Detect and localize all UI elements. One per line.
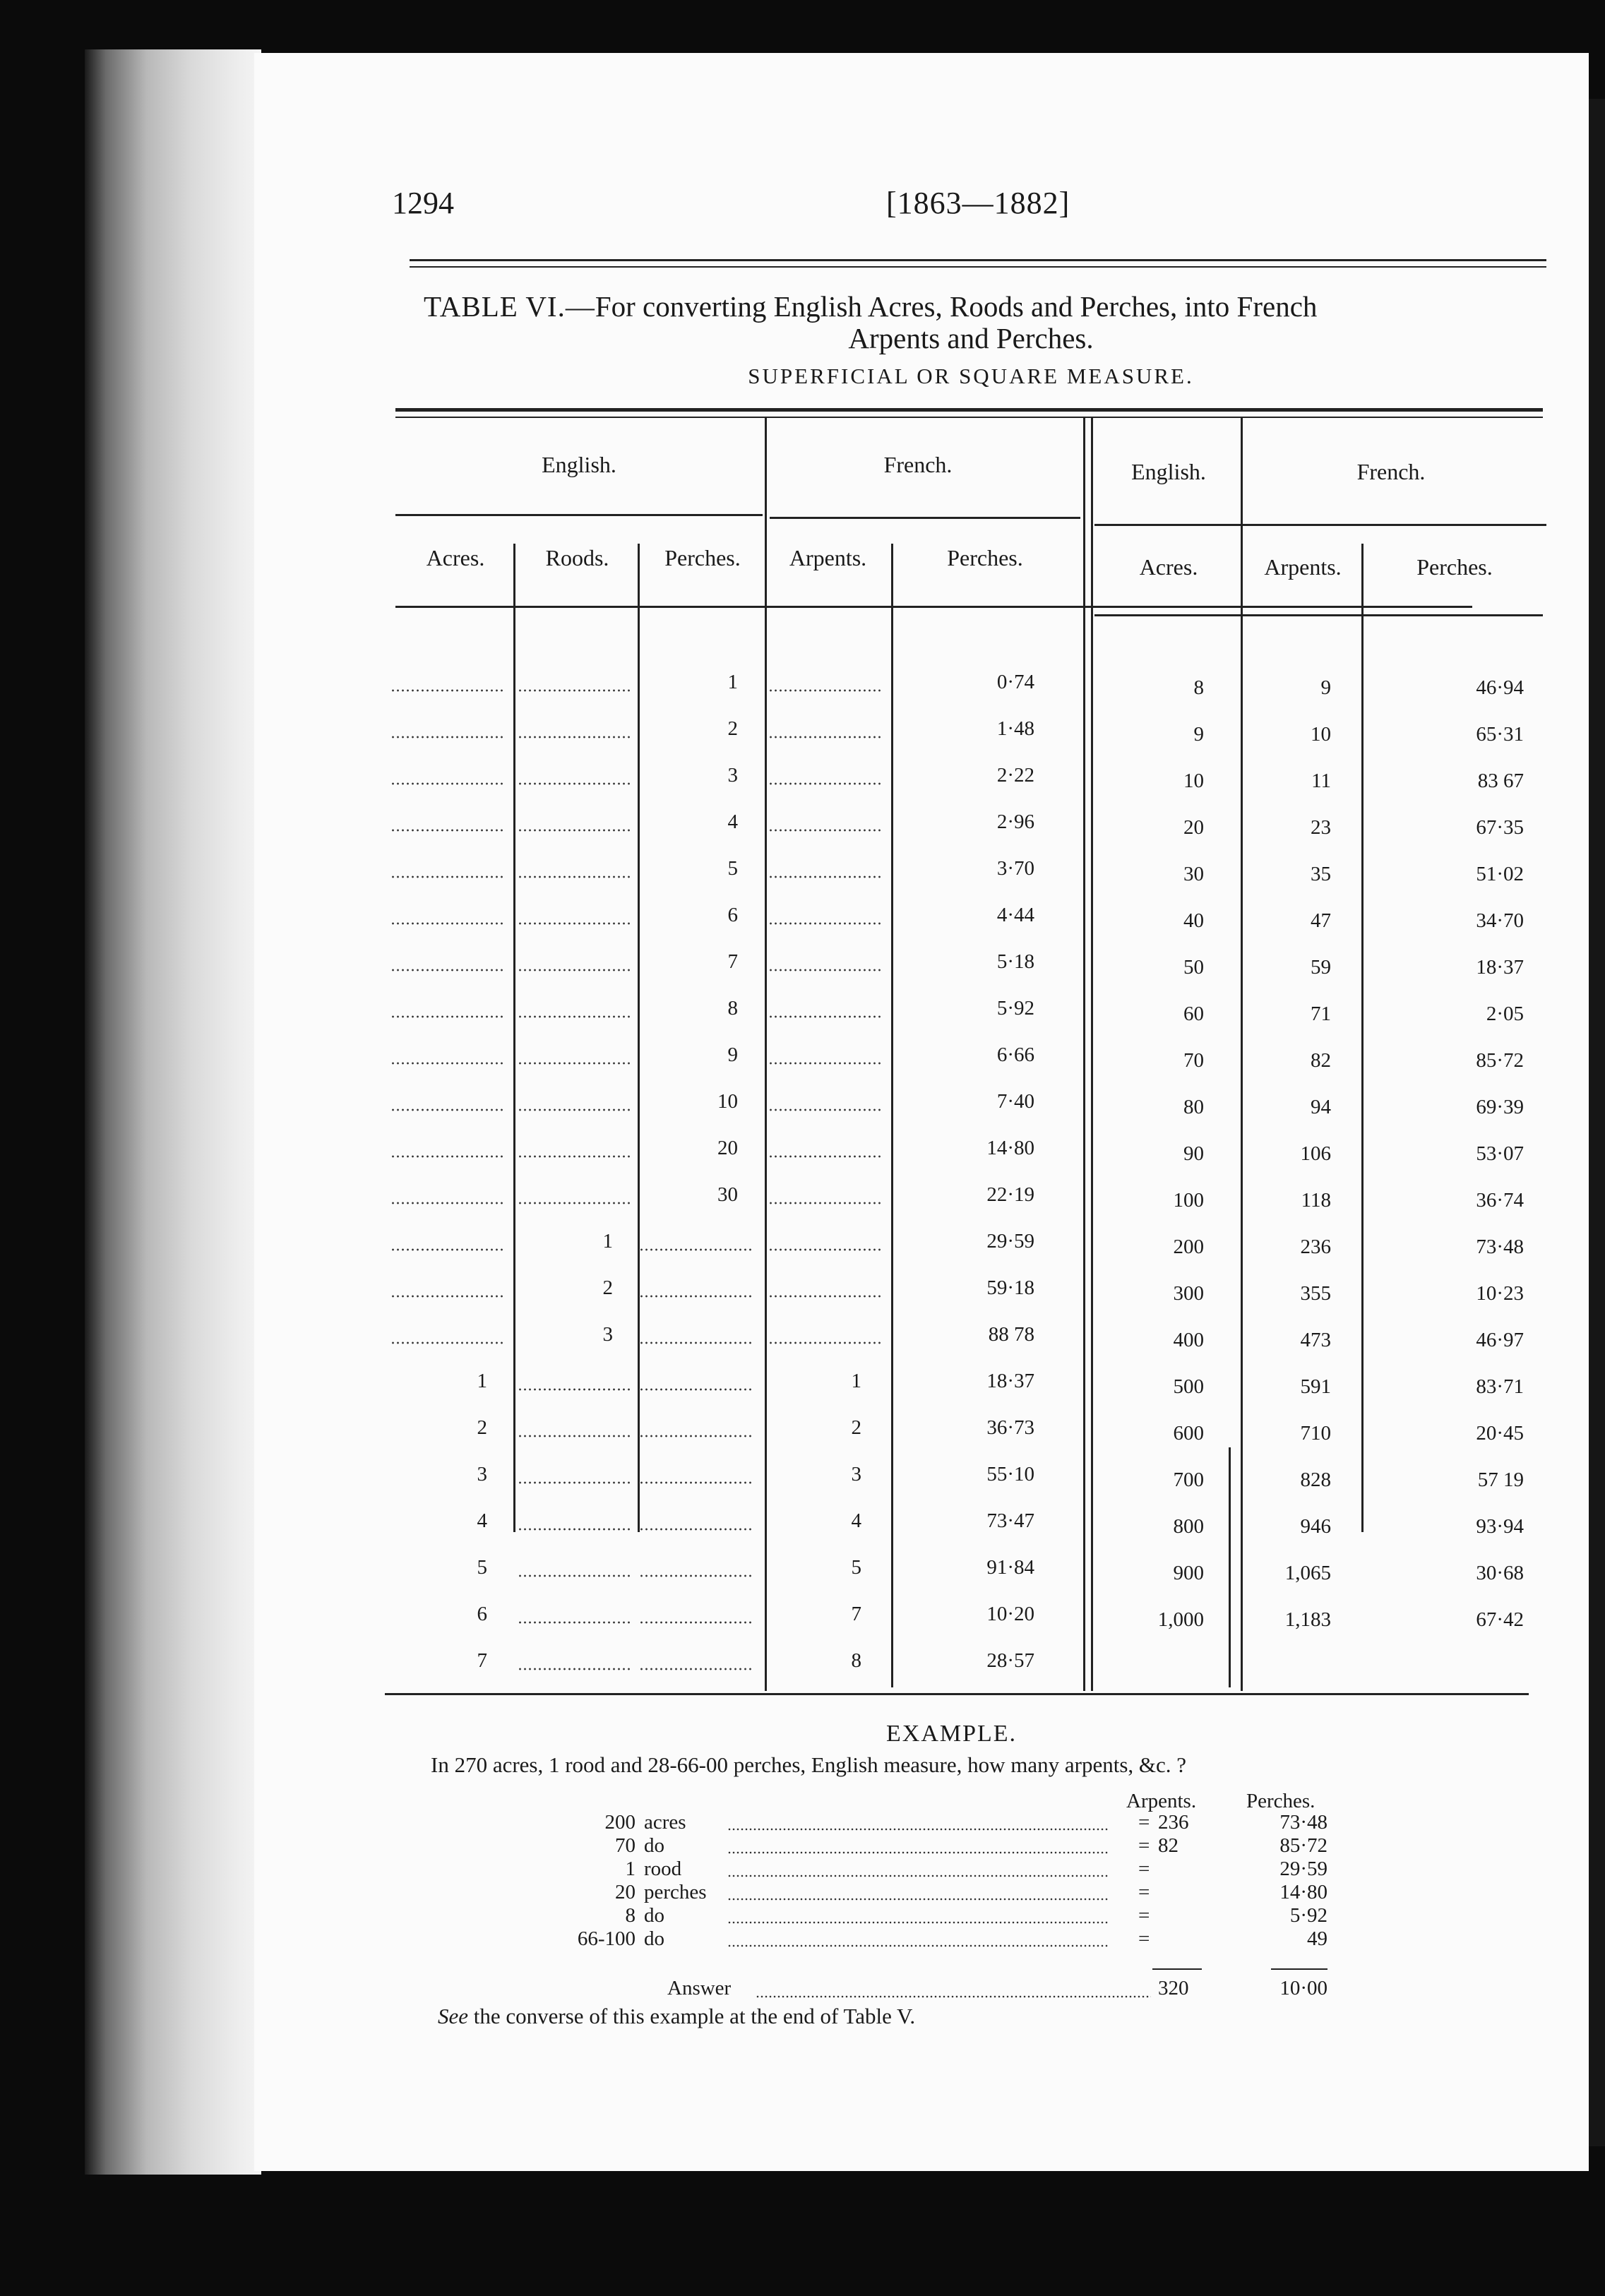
- leader-dots: [390, 829, 503, 832]
- right-perches-cell: 20·45: [1476, 1422, 1524, 1445]
- french-group-header: French.: [883, 452, 953, 477]
- leader-dots: [518, 782, 631, 785]
- col-roods-header: Roods.: [545, 545, 609, 570]
- table-divider-1: [1083, 417, 1085, 1691]
- right-acres-cell: 400: [1173, 1329, 1204, 1351]
- example-answer-dots: [756, 1995, 1151, 1998]
- leader-dots: [390, 1062, 503, 1065]
- leader-dots: [768, 1155, 881, 1158]
- leader-dots: [639, 1668, 752, 1670]
- leader-dots: [768, 736, 881, 739]
- leader-dots: [390, 1295, 503, 1298]
- table-divider-2: [1091, 417, 1093, 1691]
- right-acres-cell: 1,000: [1157, 1608, 1204, 1631]
- left-perches-cell: 10: [717, 1090, 738, 1113]
- example-equals: =: [1138, 1858, 1150, 1880]
- table-rule-0: [395, 514, 763, 516]
- left-fperches-cell: 6·66: [996, 1044, 1034, 1066]
- leader-dots: [390, 1248, 503, 1251]
- leader-dots: [390, 689, 503, 692]
- leader-dots: [768, 829, 881, 832]
- col-right-arpents-header: Arpents.: [1264, 554, 1342, 580]
- left-perches-cell: 9: [727, 1044, 738, 1066]
- example-perches: 14·80: [1279, 1881, 1327, 1903]
- left-fperches-cell: 1·48: [996, 717, 1034, 740]
- left-perches-cell: 7: [727, 950, 738, 973]
- left-arpents-cell: 8: [851, 1649, 861, 1672]
- right-perches-cell: 67·35: [1476, 816, 1524, 839]
- left-perches-cell: 2: [727, 717, 738, 740]
- example-equals: =: [1138, 1881, 1150, 1903]
- table-divider-8: [1229, 1447, 1231, 1687]
- leader-dots: [639, 1295, 752, 1298]
- left-fperches-cell: 5·18: [996, 950, 1034, 973]
- table-title-prefix: TABLE VI.—: [424, 290, 595, 323]
- right-acres-cell: 40: [1183, 909, 1204, 932]
- example-equals: =: [1138, 1904, 1150, 1927]
- right-arpents-cell: 106: [1300, 1142, 1331, 1165]
- example-arpents: 236: [1158, 1811, 1189, 1834]
- left-perches-cell: 1: [727, 671, 738, 693]
- leader-dots: [639, 1388, 752, 1391]
- left-fperches-cell: 73·47: [986, 1509, 1034, 1532]
- right-perches-cell: 83 67: [1477, 770, 1524, 792]
- right-perches-cell: 85·72: [1476, 1049, 1524, 1072]
- leader-dots: [639, 1481, 752, 1484]
- example-equals: =: [1138, 1834, 1150, 1857]
- right-perches-cell: 51·02: [1476, 863, 1524, 885]
- right-acres-cell: 8: [1193, 676, 1204, 699]
- leader-dots: [639, 1574, 752, 1577]
- leader-dots: [518, 1202, 631, 1204]
- right-perches-cell: 46·94: [1476, 676, 1524, 699]
- table-divider-4: [513, 544, 515, 1532]
- right-acres-cell: 100: [1173, 1189, 1204, 1212]
- example-qty: 70: [615, 1834, 636, 1857]
- right-arpents-cell: 23: [1311, 816, 1331, 839]
- example-unit: perches: [644, 1881, 707, 1903]
- leader-dots: [639, 1621, 752, 1624]
- right-arpents-cell: 94: [1311, 1096, 1331, 1118]
- page-number: 1294: [392, 186, 454, 220]
- leader-dots: [518, 1574, 631, 1577]
- example-perches: 5·92: [1289, 1904, 1327, 1927]
- right-perches-cell: 36·74: [1476, 1189, 1524, 1212]
- english-group-header: English.: [542, 452, 616, 477]
- right-perches-cell: 83·71: [1476, 1375, 1524, 1398]
- right-arpents-cell: 82: [1311, 1049, 1331, 1072]
- example-col-arpents: Arpents.: [1126, 1790, 1197, 1812]
- example-unit: do: [644, 1834, 664, 1857]
- table-rule-1: [770, 517, 1080, 519]
- left-arpents-cell: 5: [851, 1556, 861, 1579]
- see-text: the converse of this example at the end of Table V.: [473, 2004, 916, 2028]
- leader-dots: [390, 922, 503, 925]
- see-word: See: [438, 2004, 469, 2028]
- col-right-perches-header: Perches.: [1416, 554, 1493, 580]
- left-perches-cell: 5: [727, 857, 738, 880]
- leader-dots: [639, 1248, 752, 1251]
- left-fperches-cell: 3·70: [996, 857, 1034, 880]
- left-acres-cell: 6: [477, 1603, 487, 1625]
- example-unit: rood: [644, 1858, 682, 1880]
- table-rule-5: [1094, 614, 1543, 616]
- page-edge-shadow: [1589, 99, 1605, 2146]
- leader-dots: [518, 875, 631, 878]
- leader-dots: [390, 736, 503, 739]
- right-acres-cell: 200: [1173, 1236, 1204, 1258]
- leader-dots: [639, 1435, 752, 1437]
- right-perches-cell: 65·31: [1476, 723, 1524, 746]
- table-bottom-rule: [385, 1693, 1529, 1695]
- leader-dots: [768, 689, 881, 692]
- col-right-acres-header: Acres.: [1139, 554, 1198, 580]
- right-arpents-cell: 35: [1311, 863, 1331, 885]
- leader-dots: [768, 1015, 881, 1018]
- left-fperches-cell: 59·18: [986, 1276, 1034, 1299]
- table-rule-3: [1243, 524, 1546, 526]
- right-acres-cell: 60: [1183, 1003, 1204, 1025]
- right-acres-cell: 70: [1183, 1049, 1204, 1072]
- left-arpents-cell: 3: [851, 1463, 861, 1485]
- col-perches-header: Perches.: [664, 545, 741, 570]
- leader-dots: [768, 1248, 881, 1251]
- right-perches-cell: 34·70: [1476, 909, 1524, 932]
- example-qty: 200: [604, 1811, 636, 1834]
- example-unit: acres: [644, 1811, 686, 1834]
- example-sum-rule-arpents: [1152, 1968, 1202, 1970]
- right-perches-cell: 2·05: [1486, 1003, 1524, 1025]
- leader-dots: [518, 1015, 631, 1018]
- left-fperches-cell: 28·57: [986, 1649, 1034, 1672]
- right-perches-cell: 10·23: [1476, 1282, 1524, 1305]
- table-title-line1: [424, 289, 1518, 323]
- leader-dots: [518, 1528, 631, 1531]
- right-arpents-cell: 473: [1300, 1329, 1331, 1351]
- left-acres-cell: 5: [477, 1556, 487, 1579]
- header-rule-bottom: [410, 266, 1546, 268]
- left-fperches-cell: 5·92: [996, 997, 1034, 1020]
- example-perches: 49: [1307, 1927, 1327, 1950]
- right-arpents-cell: 10: [1311, 723, 1331, 746]
- right-acres-cell: 50: [1183, 956, 1204, 979]
- leader-dots: [518, 922, 631, 925]
- leader-dots: [390, 782, 503, 785]
- right-perches-cell: 69·39: [1476, 1096, 1524, 1118]
- table-title-line2: Arpents and Perches.: [848, 322, 1094, 354]
- right-acres-cell: 9: [1193, 723, 1204, 746]
- left-acres-cell: 2: [477, 1416, 487, 1439]
- leader-dots: [518, 1668, 631, 1670]
- right-arpents-cell: 11: [1311, 770, 1331, 792]
- right-arpents-cell: 9: [1320, 676, 1331, 699]
- right-acres-cell: 700: [1173, 1469, 1204, 1491]
- left-perches-cell: 3: [727, 764, 738, 787]
- table-subtitle: SUPERFICIAL OR SQUARE MEASURE.: [748, 364, 1194, 388]
- left-fperches-cell: 0·74: [996, 671, 1034, 693]
- left-fperches-cell: 29·59: [986, 1230, 1034, 1252]
- leader-dots: [518, 1155, 631, 1158]
- leader-dots: [390, 1108, 503, 1111]
- right-perches-cell: 53·07: [1476, 1142, 1524, 1165]
- french-right-group-header: French.: [1356, 459, 1426, 484]
- right-arpents-cell: 118: [1301, 1189, 1331, 1212]
- leader-dots: [390, 1202, 503, 1204]
- leader-dots: [390, 1155, 503, 1158]
- see-reference: [438, 2004, 915, 2029]
- right-arpents-cell: 47: [1311, 909, 1331, 932]
- example-leader-dots: [727, 1828, 1109, 1831]
- right-perches-cell: 67·42: [1476, 1608, 1524, 1631]
- table-top-rule-thin: [395, 417, 1543, 418]
- left-roods-cell: 3: [602, 1323, 613, 1346]
- left-fperches-cell: 55·10: [986, 1463, 1034, 1485]
- leader-dots: [768, 969, 881, 971]
- leader-dots: [518, 969, 631, 971]
- col-french-perches-header: Perches.: [947, 545, 1023, 570]
- left-fperches-cell: 36·73: [986, 1416, 1034, 1439]
- book-spine-shadow: [85, 49, 261, 2175]
- right-arpents-cell: 591: [1300, 1375, 1331, 1398]
- right-acres-cell: 90: [1183, 1142, 1204, 1165]
- right-perches-cell: 93·94: [1476, 1515, 1524, 1538]
- english-right-group-header: English.: [1131, 459, 1206, 484]
- example-unit: do: [644, 1904, 664, 1927]
- leader-dots: [390, 969, 503, 971]
- right-acres-cell: 20: [1183, 816, 1204, 839]
- table-divider-5: [638, 544, 640, 1532]
- example-leader-dots: [727, 1875, 1109, 1877]
- leader-dots: [390, 875, 503, 878]
- example-answer-perches: 10·00: [1279, 1977, 1327, 1999]
- example-equals: =: [1138, 1927, 1150, 1950]
- leader-dots: [390, 1015, 503, 1018]
- left-arpents-cell: 1: [851, 1370, 861, 1392]
- leader-dots: [639, 1528, 752, 1531]
- leader-dots: [518, 736, 631, 739]
- leader-dots: [768, 782, 881, 785]
- left-perches-cell: 20: [717, 1137, 738, 1159]
- leader-dots: [518, 689, 631, 692]
- leader-dots: [518, 1481, 631, 1484]
- right-arpents-cell: 1,065: [1284, 1562, 1331, 1584]
- left-fperches-cell: 22·19: [986, 1183, 1034, 1206]
- right-acres-cell: 900: [1173, 1562, 1204, 1584]
- example-leader-dots: [727, 1944, 1109, 1947]
- right-acres-cell: 500: [1173, 1375, 1204, 1398]
- right-arpents-cell: 236: [1300, 1236, 1331, 1258]
- leader-dots: [768, 1062, 881, 1065]
- left-roods-cell: 2: [602, 1276, 613, 1299]
- left-fperches-cell: 14·80: [986, 1137, 1034, 1159]
- example-equals: =: [1138, 1811, 1150, 1834]
- left-acres-cell: 7: [477, 1649, 487, 1672]
- example-unit: do: [644, 1927, 664, 1950]
- left-perches-cell: 8: [727, 997, 738, 1020]
- leader-dots: [768, 875, 881, 878]
- left-perches-cell: 4: [727, 811, 738, 833]
- example-answer-arpents: 320: [1158, 1977, 1189, 1999]
- right-arpents-cell: 71: [1311, 1003, 1331, 1025]
- right-perches-cell: 57 19: [1477, 1469, 1524, 1491]
- right-perches-cell: 18·37: [1476, 956, 1524, 979]
- example-qty: 66-100: [577, 1927, 636, 1950]
- leader-dots: [518, 1388, 631, 1391]
- left-fperches-cell: 2·22: [996, 764, 1034, 787]
- leader-dots: [390, 1341, 503, 1344]
- left-arpents-cell: 7: [851, 1603, 861, 1625]
- leader-dots: [768, 1341, 881, 1344]
- leader-dots: [518, 1621, 631, 1624]
- leader-dots: [639, 1341, 752, 1344]
- right-perches-cell: 46·97: [1476, 1329, 1524, 1351]
- left-acres-cell: 1: [477, 1370, 487, 1392]
- example-perches: 85·72: [1279, 1834, 1327, 1857]
- example-leader-dots: [727, 1898, 1109, 1901]
- table-divider-0: [765, 417, 767, 1691]
- example-qty: 20: [615, 1881, 636, 1903]
- leader-dots: [518, 829, 631, 832]
- right-arpents-cell: 355: [1300, 1282, 1331, 1305]
- leader-dots: [768, 1295, 881, 1298]
- right-acres-cell: 300: [1173, 1282, 1204, 1305]
- example-qty: 1: [625, 1858, 636, 1880]
- left-arpents-cell: 2: [851, 1416, 861, 1439]
- left-fperches-cell: 91·84: [986, 1556, 1034, 1579]
- table-divider-7: [1361, 544, 1364, 1532]
- left-fperches-cell: 2·96: [996, 811, 1034, 833]
- left-fperches-cell: 88 78: [988, 1323, 1034, 1346]
- col-acres-header: Acres.: [426, 545, 485, 570]
- left-perches-cell: 6: [727, 904, 738, 926]
- left-fperches-cell: 4·44: [996, 904, 1034, 926]
- right-arpents-cell: 59: [1311, 956, 1331, 979]
- right-acres-cell: 10: [1183, 770, 1204, 792]
- col-arpents-header: Arpents.: [789, 545, 867, 570]
- leader-dots: [768, 1202, 881, 1204]
- table-rule-4: [395, 606, 1472, 608]
- page-year-range: [1863—1882]: [886, 186, 1070, 220]
- left-acres-cell: 4: [477, 1509, 487, 1532]
- table-divider-6: [891, 544, 893, 1687]
- left-fperches-cell: 7·40: [996, 1090, 1034, 1113]
- right-arpents-cell: 710: [1300, 1422, 1331, 1445]
- table-rule-2: [1094, 524, 1243, 526]
- left-acres-cell: 3: [477, 1463, 487, 1485]
- leader-dots: [768, 922, 881, 925]
- example-leader-dots: [727, 1851, 1109, 1854]
- example-perches: 73·48: [1279, 1811, 1327, 1834]
- table-title-text: For converting English Acres, Roods and Perches, into French: [595, 290, 1318, 323]
- example-answer-label: Answer: [667, 1977, 732, 1999]
- right-arpents-cell: 1,183: [1284, 1608, 1331, 1631]
- left-fperches-cell: 10·20: [986, 1603, 1034, 1625]
- leader-dots: [518, 1108, 631, 1111]
- right-arpents-cell: 828: [1300, 1469, 1331, 1491]
- example-arpents: 82: [1158, 1834, 1179, 1857]
- left-arpents-cell: 4: [851, 1509, 861, 1532]
- right-acres-cell: 30: [1183, 863, 1204, 885]
- example-perches: 29·59: [1279, 1858, 1327, 1880]
- example-sum-rule-perches: [1271, 1968, 1327, 1970]
- table-top-rule: [395, 408, 1543, 412]
- example-col-perches: Perches.: [1246, 1790, 1315, 1812]
- example-qty: 8: [625, 1904, 636, 1927]
- right-perches-cell: 30·68: [1476, 1562, 1524, 1584]
- example-question: In 270 acres, 1 rood and 28-66-00 perches, English measure, how many arpents, &c. ?: [431, 1752, 1187, 1777]
- left-fperches-cell: 18·37: [986, 1370, 1034, 1392]
- right-acres-cell: 800: [1173, 1515, 1204, 1538]
- right-acres-cell: 600: [1173, 1422, 1204, 1445]
- right-acres-cell: 80: [1183, 1096, 1204, 1118]
- header-rule-top: [410, 259, 1546, 261]
- right-perches-cell: 73·48: [1476, 1236, 1524, 1258]
- example-title: EXAMPLE.: [886, 1721, 1018, 1747]
- left-perches-cell: 30: [717, 1183, 738, 1206]
- leader-dots: [518, 1435, 631, 1437]
- left-roods-cell: 1: [602, 1230, 613, 1252]
- example-leader-dots: [727, 1921, 1109, 1924]
- right-arpents-cell: 946: [1300, 1515, 1331, 1538]
- leader-dots: [518, 1062, 631, 1065]
- leader-dots: [768, 1108, 881, 1111]
